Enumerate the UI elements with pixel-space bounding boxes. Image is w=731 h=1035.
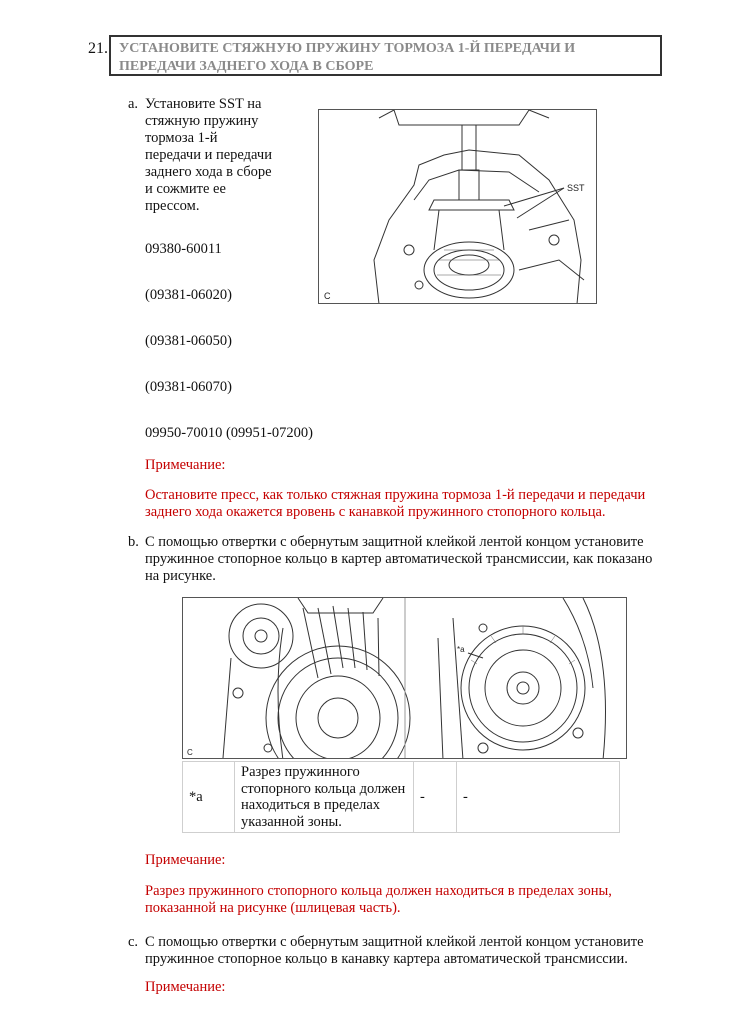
note-label: Примечание: bbox=[145, 852, 226, 868]
note-line: Остановите пресс, как только стяжная пружина тормоза 1-й передачи и передачи bbox=[145, 487, 646, 503]
substep-b-line: на рисунке. bbox=[145, 568, 216, 584]
substep-c-text bbox=[145, 934, 705, 968]
substep-b-marker: b. bbox=[128, 534, 139, 550]
note-line: показанной на рисунке (шлицевая часть). bbox=[145, 900, 401, 916]
callout-table-row bbox=[183, 762, 620, 833]
callout-key: *a bbox=[183, 762, 235, 833]
note-text bbox=[145, 883, 685, 917]
note-label: Примечание: bbox=[145, 457, 226, 473]
note-label: Примечание: bbox=[145, 979, 226, 995]
substep-a-line: передачи и передачи bbox=[145, 147, 272, 163]
sst-number: (09381-06070) bbox=[145, 379, 232, 395]
substep-c-line: пружинное стопорное кольцо в канавку картера автоматической трансмиссии. bbox=[145, 951, 628, 967]
sst-number: (09381-06050) bbox=[145, 333, 232, 349]
step-title-line-1: УСТАНОВИТЕ СТЯЖНУЮ ПРУЖИНУ ТОРМОЗА 1-Й ПЕРЕДАЧИ И bbox=[119, 41, 576, 56]
figure-snap-ring-drawing bbox=[183, 598, 627, 759]
sst-number: (09381-06020) bbox=[145, 287, 232, 303]
note-line: Разрез пружинного стопорного кольца должен находиться в пределах зоны, bbox=[145, 883, 612, 899]
substep-a-text bbox=[145, 96, 295, 215]
substep-b-line: С помощью отвертки с обернутым защитной клейкой лентой концом установите bbox=[145, 534, 644, 550]
note-text bbox=[145, 487, 685, 521]
figure-corner-code: C bbox=[324, 291, 331, 301]
substep-a-line: Установите SST на bbox=[145, 96, 262, 112]
figure-sst-press-drawing bbox=[319, 110, 597, 304]
sst-number: 09380-60011 bbox=[145, 241, 222, 257]
step-number: 21. bbox=[88, 40, 108, 57]
callout-description-line: находиться в пределах bbox=[241, 797, 381, 813]
figure-sst-press bbox=[318, 109, 597, 304]
substep-b-line: пружинное стопорное кольцо в картер автоматической трансмиссии, как показано bbox=[145, 551, 653, 567]
substep-c-marker: c. bbox=[128, 934, 139, 950]
step-title-line-2: ПЕРЕДАЧИ ЗАДНЕГО ХОДА В СБОРЕ bbox=[119, 59, 374, 74]
callout-description bbox=[235, 762, 414, 833]
callout-table bbox=[182, 761, 620, 833]
step-title-box bbox=[109, 35, 662, 76]
substep-b-text bbox=[145, 534, 705, 585]
sst-callout: SST bbox=[567, 183, 585, 193]
substep-a-line: тормоза 1-й bbox=[145, 130, 218, 146]
callout-description-line: Разрез пружинного bbox=[241, 764, 360, 780]
callout-empty-desc: - bbox=[457, 762, 620, 833]
substep-c-line: С помощью отвертки с обернутым защитной клейкой лентой концом установите bbox=[145, 934, 644, 950]
substep-a-line: и сожмите ее bbox=[145, 181, 226, 197]
figure-snap-ring bbox=[182, 597, 627, 759]
callout-a-marker: *a bbox=[457, 645, 465, 654]
figure-corner-code: C bbox=[187, 748, 193, 757]
note-line: заднего хода окажется вровень с канавкой пружинного стопорного кольца. bbox=[145, 504, 606, 520]
sst-number: 09950-70010 (09951-07200) bbox=[145, 425, 313, 441]
substep-a-line: заднего хода в сборе bbox=[145, 164, 272, 180]
callout-empty-key: - bbox=[414, 762, 457, 833]
callout-description-line: указанной зоны. bbox=[241, 813, 342, 830]
substep-a-line: прессом. bbox=[145, 198, 200, 214]
substep-a-line: стяжную пружину bbox=[145, 113, 259, 129]
substep-a-marker: a. bbox=[128, 96, 139, 112]
callout-description-line: стопорного кольца должен bbox=[241, 780, 406, 797]
